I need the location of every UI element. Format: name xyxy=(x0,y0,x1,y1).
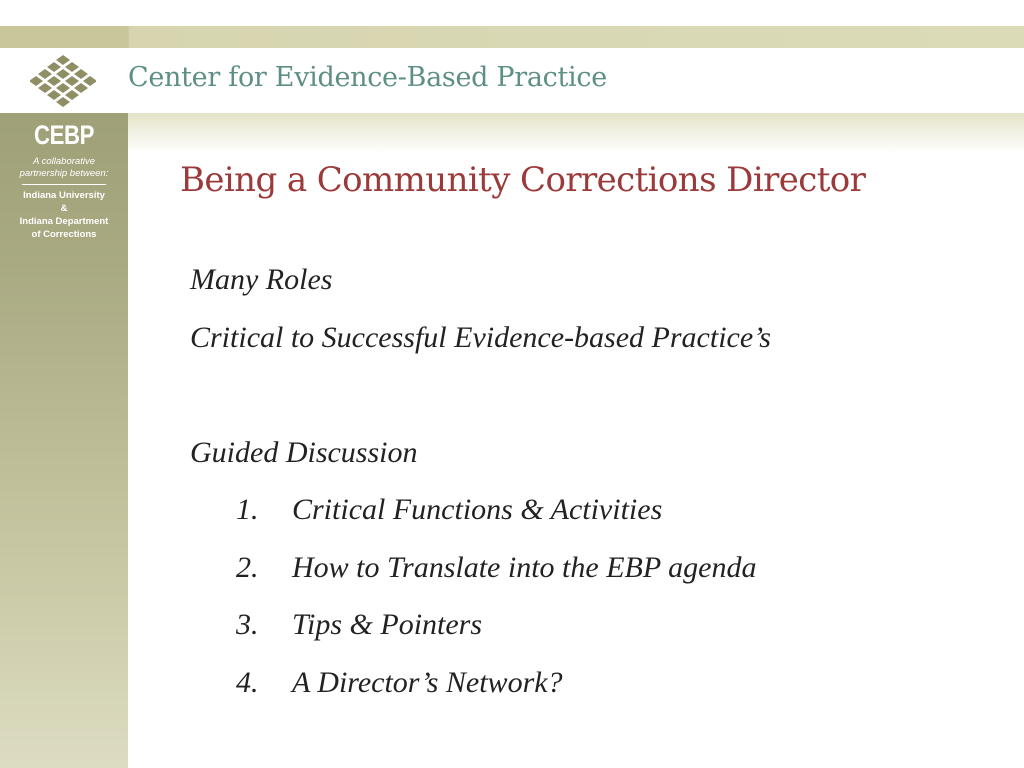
body-line-critical: Critical to Successful Evidence-based Practice’s xyxy=(190,321,771,354)
collab-line-1: A collaborative xyxy=(33,156,95,167)
partner-item: Indiana Department xyxy=(19,216,109,227)
sidebar-divider xyxy=(22,184,106,185)
list-item xyxy=(236,665,563,701)
partner-list xyxy=(0,189,128,241)
list-item xyxy=(236,607,482,643)
list-item xyxy=(236,550,756,586)
cebp-diamond-logo-icon xyxy=(30,55,96,111)
list-number: 3. xyxy=(236,608,259,641)
list-text: How to Translate into the EBP agenda xyxy=(292,551,757,584)
collab-line-2: partnership between: xyxy=(19,168,109,179)
body-line-guided-discussion: Guided Discussion xyxy=(190,436,418,469)
partner-item: & xyxy=(60,203,68,214)
header-fade xyxy=(128,113,1024,153)
org-name: Center for Evidence-Based Practice xyxy=(128,62,607,93)
list-text: Critical Functions & Activities xyxy=(292,493,663,526)
list-number: 2. xyxy=(236,551,259,584)
top-band xyxy=(0,26,1024,48)
slide-title: Being a Community Corrections Director xyxy=(180,160,866,200)
collaboration-note xyxy=(14,156,114,180)
partner-item: of Corrections xyxy=(31,229,97,240)
list-number: 1. xyxy=(236,493,259,526)
list-text: A Director’s Network? xyxy=(292,666,563,699)
list-item xyxy=(236,492,662,528)
body-line-many-roles: Many Roles xyxy=(190,263,333,296)
list-text: Tips & Pointers xyxy=(292,608,483,641)
partner-item: Indiana University xyxy=(23,190,105,201)
cebp-acronym: CEBP xyxy=(34,120,94,150)
list-number: 4. xyxy=(236,666,259,699)
